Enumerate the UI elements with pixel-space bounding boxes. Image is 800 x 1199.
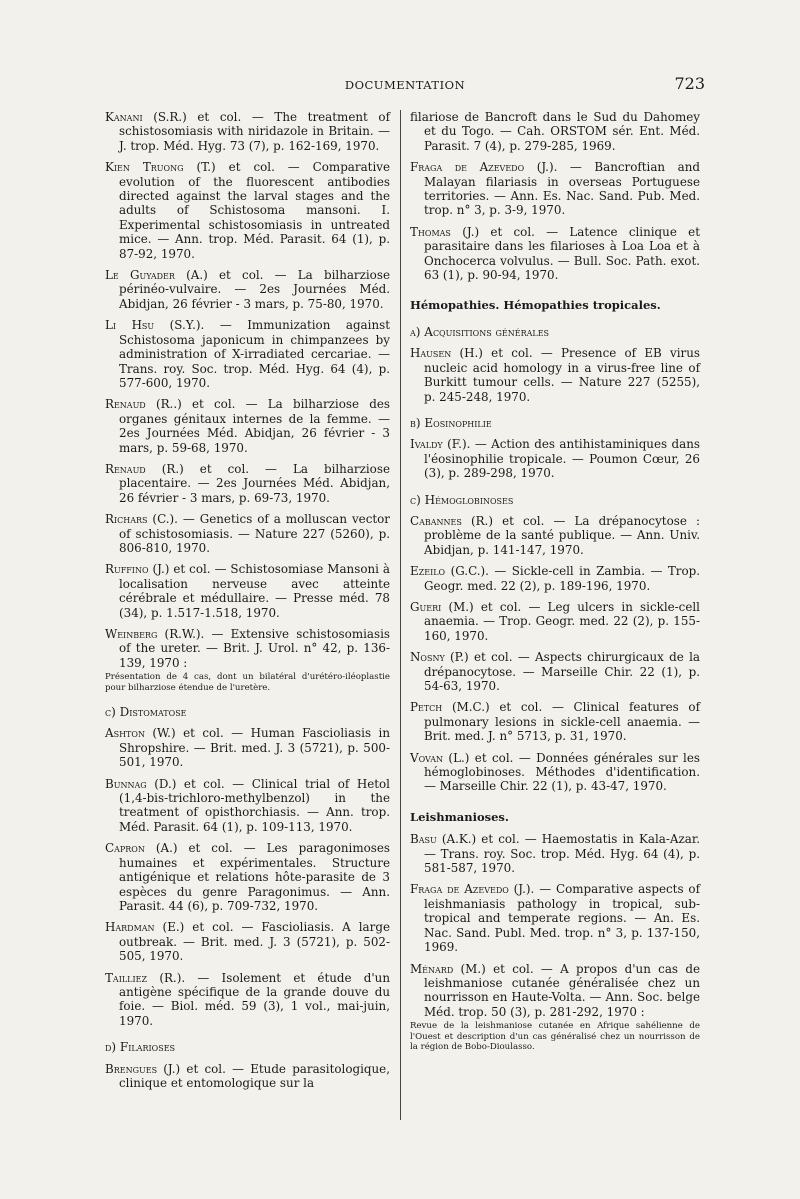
entry-author: Capron (A.) — [105, 841, 178, 856]
entry-author: Fraga de Azevedo (J.). — [410, 882, 535, 897]
entry-author: Brengues (J.) — [105, 1061, 181, 1076]
bibliography-entry — [105, 562, 390, 620]
subsection-heading: a) Acquisitions générales — [410, 324, 550, 339]
bibliography-entry — [410, 700, 700, 743]
bibliography-entry — [105, 1062, 390, 1091]
bibliography-entry — [410, 600, 700, 643]
entry-author: Weinberg (R.W.). — [105, 627, 205, 641]
bibliography-entry — [105, 318, 390, 390]
right-column — [410, 110, 700, 1060]
entry-text: et col. — Comparative evolution of the fluorescent antibodies directed against the larval stages and the adults of Schistosoma mansoni. I. Experimental schistosomiasis in untreated mice. — Ann. trop. Méd. Parasit. 64 (1), p. 87-92, 1970. — [119, 160, 390, 261]
entry-author: Fraga de Azevedo (J.). — [410, 160, 558, 175]
bibliography-entry — [410, 514, 700, 557]
bibliography-entry — [410, 346, 700, 404]
entry-text: — Comparative aspects of leishmaniasis pathology in tropical, sub-tropical and temperate regions. — An. Es. Nac. Sand. Publ. Med. trop. n° 3, p. 137-150, 1969. — [424, 882, 700, 955]
entry-author: Cabannes (R.) — [410, 513, 493, 528]
entry-text: et col. — Human Fascioliasis in Shropshire. — Brit. med. J. 3 (5721), p. 500-501, 1970. — [119, 726, 390, 770]
entry-text: et col. — Leg ulcers in sickle-cell anaemia. — Trop. Geogr. med. 22 (2), p. 155-160, 1970. — [424, 599, 700, 643]
entry-author: Gueri (M.) — [410, 599, 474, 614]
bibliography-entry — [410, 650, 700, 693]
bibliography-entry — [105, 462, 390, 505]
entry-text: et col. — La bilharziose des organes génitaux internes de la femme. — 2es Journées Méd. Abidjan, 26 février - 3 mars, p. 59-68, 1970. — [119, 397, 390, 455]
bibliography-entry — [410, 832, 700, 875]
subsection-heading: c) Hémoglobinoses — [410, 492, 514, 507]
entry-text: et col. — The treatment of schistosomiasis with niridazole in Britain. — J. trop. Méd. Hyg. 73 (7), p. 162-169, 1970. — [119, 110, 390, 153]
entry-author: Renaud (R..) — [105, 397, 182, 412]
entry-note: Présentation de 4 cas, dont un bilatéral d'urétéro-iléoplastie pour bilharziose étendue de l'uretère. — [105, 672, 390, 693]
left-column — [105, 110, 390, 1097]
bibliography-entry — [105, 841, 390, 913]
entry-text: et col. — Clinical trial of Hetol (1,4-bis-trichloro-methylbenzol) in the treatment of opisthorchiasis. — Ann. trop. Méd. Parasit. 64 (1), p. 109-113, 1970. — [119, 776, 390, 834]
bibliography-entry — [105, 726, 390, 769]
entry-text: et col. — Presence of EB virus nucleic acid homology in a virus-free line of Burkitt tumour cells. — Nature 227 (5255), p. 245-248, 1970. — [424, 346, 700, 404]
entry-text: et col. — La bilharziose placentaire. — 2es Journées Méd. Abidjan, 26 février - 3 mars, p. 69-73, 1970. — [119, 461, 390, 505]
entry-text: et col. — Haemostatis in Kala-Azar. — Trans. roy. Soc. trop. Méd. Hyg. 64 (4), p. 581-587, 1970. — [424, 832, 701, 876]
bibliography-entry — [410, 882, 700, 954]
running-head: DOCUMENTATION — [344, 78, 466, 92]
entry-text: et col. — Latence clinique et parasitaire dans les filarioses à Loa Loa et à Onchocerca volvulus. — Bull. Soc. Path. exot. 63 (1), p. 90-94, 1970. — [424, 224, 700, 283]
entry-text: — Genetics of a molluscan vector of schistosomiasis. — Nature 227 (5260), p. 806-810, 1970. — [119, 512, 390, 555]
entry-author: Renaud (R.) — [105, 461, 184, 476]
entry-text: et col. — Etude parasitologique, clinique et entomologique sur la — [119, 1061, 390, 1090]
entry-text: et col. — Les paragonimoses humaines et expérimentales. Structure antigénique et relations hôte-parasite de 3 espèces du genre Paragonimus. — Ann. Parasit. 44 (6), p. 709-732, 1970. — [119, 841, 390, 913]
subsection-heading: b) Eosinophilie — [410, 415, 492, 430]
entry-text: — Bancroftian and Malayan filariasis in overseas Portuguese territories. — Ann. Es. Nac. Sand. Pub. Med. trop. n° 3, p. 3-9, 1970. — [424, 160, 700, 218]
entry-author: Ezeilo (G.C.). — [410, 564, 489, 579]
bibliography-entry — [410, 564, 700, 593]
entry-text: et col. — La bilharziose périnéo-vulvaire. — 2es Journées Méd. Abidjan, 26 février - 3 mars, p. 75-80, 1970. — [119, 268, 390, 311]
bibliography-entry — [105, 268, 390, 311]
entry-text: et col. — La drépanocytose : problème de la santé publique. — Ann. Univ. Abidjan, p. 141-147, 1970. — [424, 513, 700, 557]
entry-author: Richars (C.). — [105, 512, 178, 527]
page-number: 723 — [674, 74, 705, 93]
entry-text: et col. — Clinical features of pulmonary lesions in sickle-cell anaemia. — Brit. med. J. n° 5713, p. 31, 1970. — [424, 700, 700, 744]
bibliography-entry — [105, 110, 390, 153]
entry-author: Hausen (H.) — [410, 346, 483, 361]
bibliography-entry — [105, 160, 390, 261]
entry-author: Basu (A.K.) — [410, 832, 477, 847]
entry-author: Tailliez (R.). — [105, 970, 186, 985]
entry-text: et col. — Fascioliasis. A large outbreak. — Brit. med. J. 3 (5721), p. 502-505, 1970. — [119, 920, 390, 964]
entry-text: et col. — Schistosomiase Mansoni à localisation nerveuse avec atteinte cérébrale et médullaire. — Presse méd. 78 (34), p. 1.517-1.518, 1970. — [119, 562, 391, 620]
entry-author: Bunnag (D.) — [105, 776, 177, 791]
page-header — [105, 74, 705, 98]
entry-author: Kanani (S.R.) — [105, 110, 187, 124]
entry-text: filariose de Bancroft dans le Sud du Dahomey et du Togo. — Cah. ORSTOM sér. Ent. Méd. Parasit. 7 (4), p. 279-285, 1969. — [410, 110, 700, 153]
entry-text: — Isolement et étude d'un antigène spécifique de la grande douve du foie. — Biol. méd. 59 (3), 1 vol., mai-juin, 1970. — [119, 970, 390, 1028]
column-divider — [400, 110, 401, 1120]
section-heading: Hémopathies. Hémopathies tropicales. — [410, 298, 661, 313]
entry-author: Ruffino (J.) — [105, 562, 170, 577]
bibliography-entry — [410, 225, 700, 283]
section-heading: Leishmanioses. — [410, 809, 509, 824]
bibliography-entry — [410, 437, 700, 480]
entry-author: Vovan (L.) — [410, 750, 470, 765]
bibliography-entry — [105, 971, 390, 1029]
bibliography-entry — [410, 962, 700, 1020]
entry-text: et col. — Aspects chirurgicaux de la drépanocytose. — Marseille Chir. 22 (1), p. 54-63, 1970. — [424, 650, 701, 693]
bibliography-entry — [105, 920, 390, 963]
entry-text: — Immunization against Schistosoma japonicum in chimpanzees by administration of X-irradiated cercariae. — Trans. roy. Soc. trop. Méd. Hyg. 64 (4), p. 577-600, 1970. — [119, 318, 390, 390]
bibliography-entry — [105, 777, 390, 835]
entry-author: Li Hsu (S.Y.). — [105, 318, 205, 333]
entry-author: Kien Truong (T.) — [105, 160, 216, 175]
entry-author: Hardman (E.) — [105, 920, 185, 935]
subsection-heading: d) Filarioses — [105, 1040, 176, 1055]
bibliography-entry — [410, 110, 700, 153]
entry-author: Petch (M.C.) — [410, 700, 490, 715]
entry-author: Ménard (M.) — [410, 961, 486, 976]
entry-author: Thomas (J.) — [410, 224, 480, 239]
entry-author: Ivaldy (F.). — [410, 437, 471, 452]
entry-text: et col. — A propos d'un cas de leishmaniose cutanée généralisée chez un nourrisson en Haute-Volta. — Ann. Soc. belge Méd. trop. 50 (3), p. 281-292, 1970 : — [424, 961, 700, 1019]
bibliography-entry — [410, 160, 700, 218]
entry-text: — Action des antihistaminiques dans l'éosinophilie tropicale. — Poumon Cœur, 26 (3), p. 289-298, 1970. — [424, 437, 700, 481]
bibliography-entry — [105, 627, 390, 670]
bibliography-entry — [105, 397, 390, 455]
entry-author: Nosny (P.) — [410, 650, 469, 665]
entry-note: Revue de la leishmaniose cutanée en Afrique sahélienne de l'Ouest et description d'un cas généralisé chez un nourrisson de la région de Bobo-Dioulasso. — [410, 1021, 700, 1052]
entry-author: Le Guyader (A.) — [105, 268, 208, 283]
entry-text: — Sickle-cell in Zambia. — Trop. Geogr. med. 22 (2), p. 189-196, 1970. — [424, 564, 700, 593]
entry-text: — Extensive schistosomiasis of the ureter. — Brit. J. Urol. n° 42, p. 136-139, 1970 : — [119, 627, 390, 670]
entry-author: Ashton (W.) — [105, 726, 176, 741]
bibliography-entry — [410, 751, 700, 794]
bibliography-entry — [105, 512, 390, 555]
subsection-heading: c) Distomatose — [105, 705, 187, 720]
entry-text: et col. — Données générales sur les hémoglobinoses. Méthodes d'identification. — Marseille Chir. 22 (1), p. 43-47, 1970. — [424, 750, 700, 794]
